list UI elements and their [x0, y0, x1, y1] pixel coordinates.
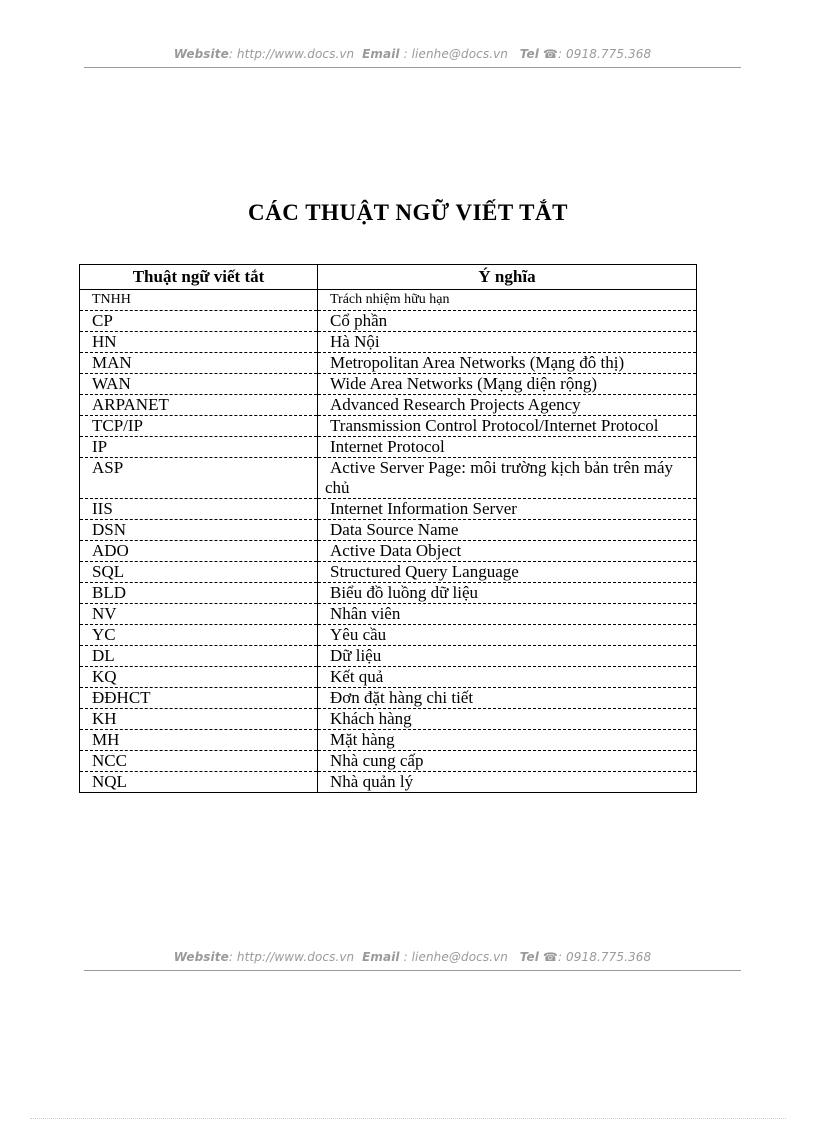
term-cell: MH: [80, 730, 318, 751]
meaning-text: Advanced Research Projects Agency: [330, 395, 581, 414]
table-row: [80, 688, 697, 709]
table-row: [80, 290, 697, 311]
table-row: [80, 416, 697, 437]
term-cell: MAN: [80, 353, 318, 374]
page-footer: [84, 950, 741, 964]
meaning-cell: [318, 395, 697, 416]
meaning-text: Wide Area Networks (Mạng diện rộng): [330, 374, 597, 393]
meaning-cell: [318, 604, 697, 625]
meaning-text: Nhà quản lý: [330, 772, 414, 791]
term-cell: DL: [80, 646, 318, 667]
term-cell: KQ: [80, 667, 318, 688]
table-row: [80, 751, 697, 772]
table-row: [80, 332, 697, 353]
website-value: : http://www.docs.vn: [228, 47, 355, 61]
term-cell: TNHH: [80, 290, 318, 311]
page-header: [84, 47, 741, 61]
term-cell: ARPANET: [80, 395, 318, 416]
meaning-text: Metropolitan Area Networks (Mạng đô thị): [330, 353, 625, 372]
table-row: [80, 353, 697, 374]
meaning-cell: [318, 437, 697, 458]
table-row: [80, 583, 697, 604]
email-value: : lienhe@docs.vn: [399, 47, 509, 61]
table-row: [80, 709, 697, 730]
meaning-cell: [318, 688, 697, 709]
meaning-cell: [318, 709, 697, 730]
table-row: [80, 541, 697, 562]
website-label: Website: [173, 47, 229, 61]
tel-label: Tel: [519, 950, 539, 964]
table-row: [80, 772, 697, 793]
meaning-text: Đơn đặt hàng chi tiết: [330, 688, 474, 707]
table-row: [80, 520, 697, 541]
table-row: [80, 604, 697, 625]
table-row: [80, 646, 697, 667]
email-label: Email: [362, 47, 400, 61]
meaning-cell: [318, 416, 697, 437]
term-cell: NCC: [80, 751, 318, 772]
meaning-cell: [318, 290, 697, 311]
term-cell: CP: [80, 311, 318, 332]
meaning-cell: [318, 311, 697, 332]
column-header-meaning: Ý nghĩa: [318, 265, 697, 290]
term-cell: IP: [80, 437, 318, 458]
meaning-text: Hà Nội: [330, 332, 380, 351]
term-cell: TCP/IP: [80, 416, 318, 437]
term-cell: ĐĐHCT: [80, 688, 318, 709]
header-rule: [84, 67, 741, 68]
meaning-cell: [318, 667, 697, 688]
meaning-cell: [318, 772, 697, 793]
meaning-text: Biểu đồ luồng dữ liệu: [330, 583, 479, 602]
email-value: : lienhe@docs.vn: [399, 950, 509, 964]
meaning-text: Cổ phần: [330, 311, 388, 330]
table-row: [80, 562, 697, 583]
column-header-term: Thuật ngữ viết tắt: [80, 265, 318, 290]
meaning-text: Transmission Control Protocol/Internet Protocol: [330, 416, 659, 435]
table-header-row: [80, 265, 697, 290]
meaning-text: Mặt hàng: [330, 730, 395, 749]
meaning-cell: [318, 625, 697, 646]
table-row: [80, 437, 697, 458]
meaning-text: Nhân viên: [330, 604, 401, 623]
meaning-text: Active Data Object: [330, 541, 462, 560]
table-row: [80, 730, 697, 751]
term-cell: NV: [80, 604, 318, 625]
term-cell: ASP: [80, 458, 318, 499]
term-cell: DSN: [80, 520, 318, 541]
term-cell: HN: [80, 332, 318, 353]
meaning-text: Internet Protocol: [330, 437, 445, 456]
email-label: Email: [362, 950, 400, 964]
meaning-cell: [318, 499, 697, 520]
meaning-text: Data Source Name: [330, 520, 459, 539]
table-row: [80, 499, 697, 520]
phone-icon: ☎: [542, 950, 558, 964]
meaning-cell: [318, 520, 697, 541]
meaning-cell: [318, 751, 697, 772]
meaning-cell: [318, 374, 697, 395]
meaning-cell: [318, 730, 697, 751]
meaning-text: Dữ liệu: [330, 646, 382, 665]
meaning-text: Nhà cung cấp: [330, 751, 424, 770]
website-value: : http://www.docs.vn: [228, 950, 355, 964]
tel-value: : 0918.775.368: [557, 950, 652, 964]
tel-label: Tel: [519, 47, 539, 61]
meaning-cell: [318, 583, 697, 604]
term-cell: KH: [80, 709, 318, 730]
meaning-cell: [318, 458, 697, 499]
tel-value: : 0918.775.368: [557, 47, 652, 61]
table-row: [80, 625, 697, 646]
table-row: [80, 458, 697, 499]
meaning-cell: [318, 541, 697, 562]
term-cell: BLD: [80, 583, 318, 604]
meaning-text: Khách hàng: [330, 709, 412, 728]
website-label: Website: [173, 950, 229, 964]
page-title: CÁC THUẬT NGỮ VIẾT TẮT: [248, 200, 568, 225]
table-row: [80, 667, 697, 688]
table-body: [80, 290, 697, 793]
meaning-cell: [318, 562, 697, 583]
meaning-cell: [318, 646, 697, 667]
table-row: [80, 395, 697, 416]
meaning-text: Active Server Page: môi trường kịch bản trên máy chủ: [325, 458, 673, 497]
meaning-text: Internet Information Server: [330, 499, 517, 518]
meaning-text: Yêu cầu: [330, 625, 387, 644]
page-bottom-dotted-line: [30, 1118, 786, 1119]
meaning-text: Kết quả: [330, 667, 384, 686]
term-cell: SQL: [80, 562, 318, 583]
meaning-cell: [318, 332, 697, 353]
term-cell: WAN: [80, 374, 318, 395]
term-cell: YC: [80, 625, 318, 646]
meaning-cell: [318, 353, 697, 374]
term-cell: NQL: [80, 772, 318, 793]
table-row: [80, 374, 697, 395]
abbreviation-table: [79, 264, 697, 793]
meaning-text: Structured Query Language: [330, 562, 519, 581]
meaning-text: Trách nhiệm hữu hạn: [330, 292, 450, 307]
term-cell: IIS: [80, 499, 318, 520]
table-row: [80, 311, 697, 332]
footer-rule: [84, 970, 741, 971]
term-cell: ADO: [80, 541, 318, 562]
phone-icon: ☎: [542, 47, 558, 61]
